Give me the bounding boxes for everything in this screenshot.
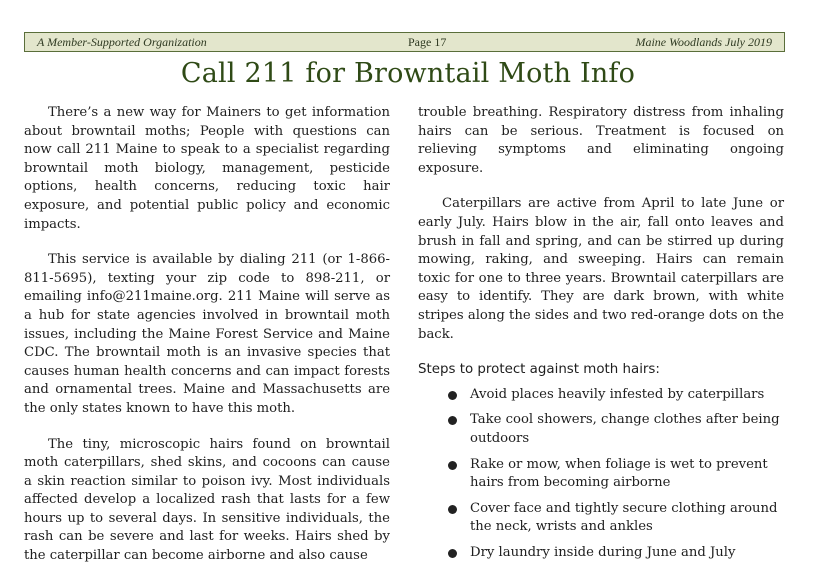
paragraph-service: This service is available by dialing 211 (or 1-866-811-5695), texting your zip code to 898-211, or emailing info@211maine.org. 211 Maine will serve as a hub for state agencies involved in browntail moth issues, including the Maine Forest Service and Maine CDC. The browntail moth is an invasive species that causes human health concerns and can impact forests and ornamental trees. Maine and Massachusetts are the only states known to have this moth. [24, 252, 390, 416]
list-item [418, 500, 784, 537]
list-item [418, 411, 784, 448]
header-organization-text: A Member-Supported Organization [37, 35, 207, 49]
steps-heading: Steps to protect against moth hairs: [418, 362, 660, 378]
page-header-bar [24, 32, 785, 52]
bullet-icon [448, 549, 457, 558]
header-page-number: Page 17 [408, 35, 447, 49]
left-column [24, 104, 390, 583]
bullet-icon [448, 461, 457, 470]
list-item-text: Dry laundry inside during June and July [470, 544, 736, 560]
paragraph-caterpillars: Caterpillars are active from April to late June or early July. Hairs blow in the air, fall onto leaves and brush in fall and spring, and can be stirred up during mowing, raking, and sweeping. Hairs can remain toxic for one to three years. Browntail caterpillars are easy to identify. They are dark brown, with white stripes along the sides and two red-orange dots on the back. [418, 196, 784, 342]
list-item [418, 386, 784, 405]
paragraph-continued: trouble breathing. Respiratory distress from inhaling hairs can be serious. Treatment is focused on relieving symptoms and eliminating ongoing exposure. [418, 105, 784, 176]
paragraph-hairs: The tiny, microscopic hairs found on browntail moth caterpillars, shed skins, and cocoons can cause a skin reaction similar to poison ivy. Most individuals affected develop a localized rash that lasts for a few hours up to several days. In sensitive individuals, the rash can be severe and last for weeks. Hairs shed by the caterpillar can become airborne and also cause [24, 436, 390, 564]
list-item-text: Cover face and tightly secure clothing around the neck, wrists and ankles [470, 500, 778, 535]
list-item-text: Take cool showers, change clothes after being outdoors [470, 412, 780, 446]
list-item [418, 544, 784, 563]
steps-list [418, 386, 784, 563]
list-item-text: Rake or mow, when foliage is wet to prevent hairs from becoming airborne [470, 456, 768, 491]
bullet-icon [448, 416, 457, 425]
header-publication-date: Maine Woodlands July 2019 [635, 35, 772, 49]
article-title: Call 211 for Browntail Moth Info [180, 58, 636, 89]
bullet-icon [448, 505, 457, 514]
list-item [418, 456, 784, 493]
right-column [418, 104, 784, 569]
paragraph-intro: There’s a new way for Mainers to get information about browntail moths; People with questions can now call 211 Maine to speak to a specialist regarding browntail moth biology, management, pesticide options, health concerns, reducing toxic hair exposure, and potential public policy and economic impacts. [24, 105, 390, 232]
list-item-text: Avoid places heavily infested by caterpillars [470, 386, 765, 402]
bullet-icon [448, 391, 457, 400]
